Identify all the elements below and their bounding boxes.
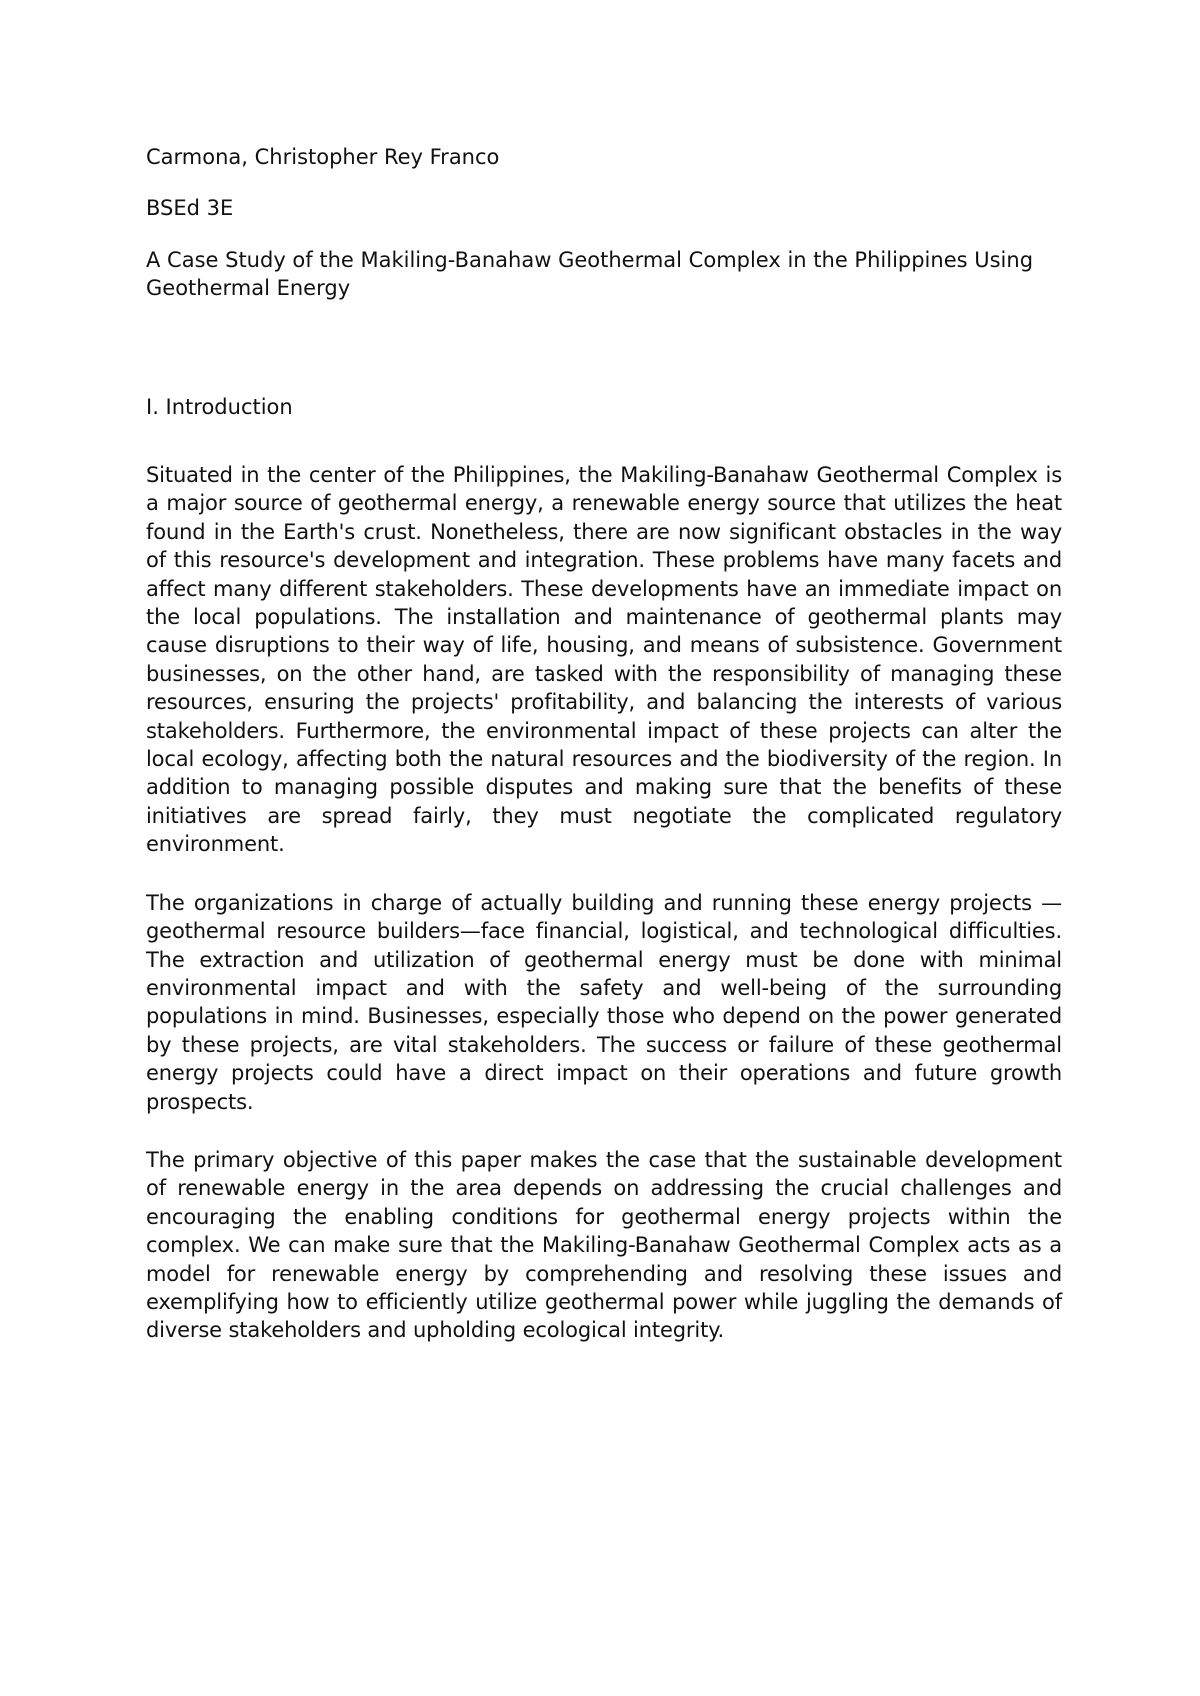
- document-title: A Case Study of the Makiling-Banahaw Geothermal Complex in the Philippines Using Geothermal Energy: [146, 248, 1034, 300]
- program-section: BSEd 3E: [146, 196, 234, 220]
- author-name: Carmona, Christopher Rey Franco: [146, 145, 500, 169]
- document-page: [146, 143, 1062, 1375]
- introduction-paragraph-3: The primary objective of this paper makes the case that the sustainable development of renewable energy in the area depends on addressing the crucial challenges and encouraging the enabling conditions for geothermal energy projects within the complex. We can make sure that the Makiling-Banahaw Geothermal Complex acts as a model for renewable energy by comprehending and resolving these issues and exemplifying how to efficiently utilize geothermal power while juggling the demands of diverse stakeholders and upholding ecological integrity.: [146, 1147, 1062, 1343]
- section-heading: I. Introduction: [146, 395, 293, 419]
- introduction-paragraph-1: Situated in the center of the Philippines, the Makiling-Banahaw Geothermal Complex is a major source of geothermal energy, a renewable energy source that utilizes the heat found in the Earth's crust. Nonetheless, there are now significant obstacles in the way of this resource's development and integration. These problems have many facets and affect many different stakeholders. These developments have an immediate impact on the local populations. The installation and maintenance of geothermal plants may cause disruptions to their way of life, housing, and means of subsistence. Government businesses, on the other hand, are tasked with the responsibility of managing these resources, ensuring the projects' profitability, and balancing the interests of various stakeholders. Furthermore, the environmental impact of these projects can alter the local ecology, affecting both the natural resources and the biodiversity of the region. In addition to managing possible disputes and making sure that the benefits of these initiatives are spread fairly, they must negotiate the complicated regulatory environment.: [146, 463, 1062, 857]
- introduction-paragraph-2: The organizations in charge of actually building and running these energy projects —geothermal resource builders—face financial, logistical, and technological difficulties. The extraction and utilization of geothermal energy must be done with minimal environmental impact and with the safety and well-being of the surrounding populations in mind. Businesses, especially those who depend on the power generated by these projects, are vital stakeholders. The success or failure of these geothermal energy projects could have a direct impact on their operations and future growth prospects.: [146, 890, 1062, 1114]
